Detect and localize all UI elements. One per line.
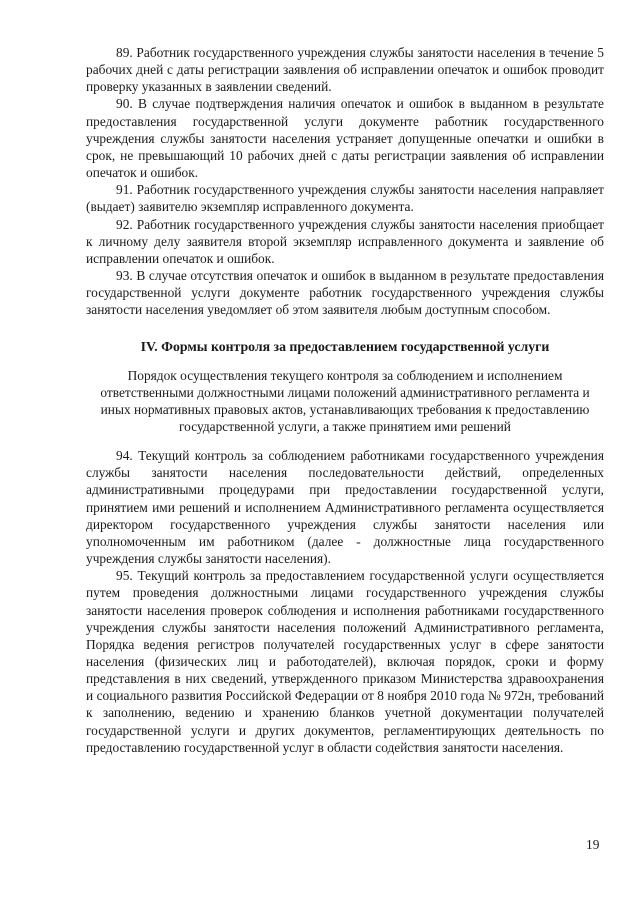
paragraph-91: 91. Работник государственного учреждения службы занятости населения направляет (выдает) заявителю экземпляр исправленного документа. <box>86 182 604 215</box>
document-body <box>86 44 604 756</box>
paragraph-94: 94. Текущий контроль за соблюдением работниками государственного учреждения службы занятости населения последовательности действий, определенных административными процедурами при предоставлении государственной услуги, принятием ими решений и исполнением Административного регламента осуществляется директором государственного учреждения службы занятости населения или уполномоченным им работником (далее - должностные лица государственного учреждения службы занятости населения). <box>86 448 604 567</box>
paragraph-90: 90. В случае подтверждения наличия опечаток и ошибок в выданном в результате предоставления государственной услуги документе работник государственного учреждения службы занятости населения устраняет допущенные опечатки и ошибки в срок, не превышающий 10 рабочих дней с даты регистрации заявления об исправлении опечаток и ошибок. <box>86 96 604 181</box>
paragraph-95: 95. Текущий контроль за предоставлением государственной услуги осуществляется путем проведения должностными лицами государственного учреждения службы занятости населения проверок соблюдения и исполнения работниками государственного учреждения службы занятости населения положений Административного регламента, Порядка ведения регистров получателей государственных услуг в сфере занятости населения (физических лиц и работодателей), включая порядок, сроки и форму представления в них сведений, утвержденного приказом Министерства здравоохранения и социального развития Российской Федерации от 8 ноября 2010 года № 972н, требований к заполнению, ведению и хранению бланков учетной документации получателей государственной услуги и других документов, регламентирующих деятельность по предоставлению государственной услуг в области содействия занятости населения. <box>86 568 604 755</box>
subsection-heading: Порядок осуществления текущего контроля за соблюдением и исполнением ответственными должностными лицами положений административного регламента и иных нормативных правовых актов, устанавливающих требования к предоставлению государственной услуги, а также принятием ими решений <box>100 367 590 434</box>
section-heading: IV. Формы контроля за предоставлением государственной услуги <box>140 338 550 354</box>
page-number: 19 <box>586 837 600 852</box>
paragraph-89: 89. Работник государственного учреждения службы занятости населения в течение 5 рабочих дней с даты регистрации заявления об исправлении опечаток и ошибок проводит проверку указанных в заявлении сведений. <box>86 45 604 95</box>
paragraph-93: 93. В случае отсутствия опечаток и ошибок в выданном в результате предоставления государственной услуги документе работник государственного учреждения службы занятости населения уведомляет об этом заявителя любым доступным способом. <box>86 268 604 318</box>
paragraph-92: 92. Работник государственного учреждения службы занятости населения приобщает к личному делу заявителя второй экземпляр исправленного документа и заявление об исправлении опечаток и ошибок. <box>86 216 604 266</box>
